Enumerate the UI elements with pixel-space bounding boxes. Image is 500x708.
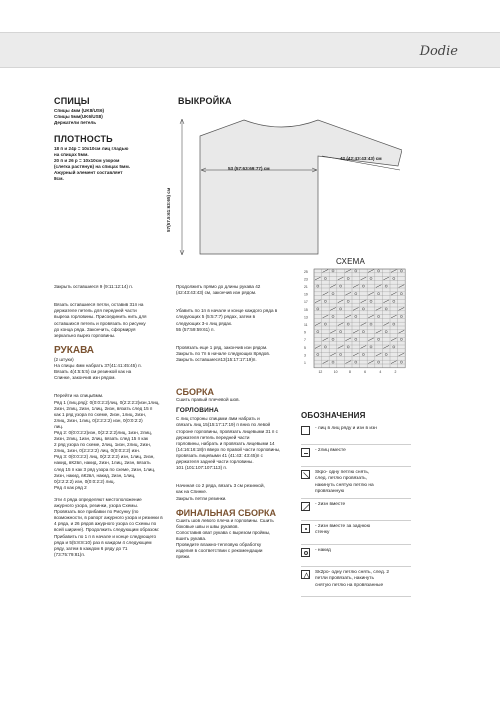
chart-col-number: 8 (348, 369, 351, 374)
legend-text-line: - лиц в лиц ряду и изн в изн (315, 426, 377, 431)
text-line: возможности, в рапорт ажурного узора и резинки в (54, 515, 163, 521)
text-line: Закрыть оставшиеся13(15:17:17:19)п. (176, 357, 257, 363)
final-assembly-text (176, 518, 298, 561)
density-section (54, 134, 174, 183)
text-line: Вязать 4(4:5:5:5) см резинкой как на (54, 369, 132, 375)
text-line: Ряд 4 как ряд 2 (54, 484, 87, 490)
spokes-line: Держатели петель (54, 120, 97, 126)
text-line: выреза горловины. Присоединить нить для (54, 314, 147, 320)
text-line: ряда и 5(5:8:8:10) раз в каждом 4 следующем (54, 539, 152, 545)
chart-row-number: 15 (304, 307, 308, 312)
neck-title: ГОРЛОВИНА (176, 407, 219, 415)
text-line: Сшить шов левого плеча и горловины. Сшить (176, 517, 274, 523)
text-line: Провязать все прибавки по Рисунку (по (54, 509, 139, 515)
chart-col-number: 12 (318, 369, 323, 374)
text-line: Перейти на спицы5мм. (54, 393, 104, 399)
text-line: (73:75:79:81)п. (54, 551, 86, 557)
text-line: Ряд 2: 0(0:0:2:2)изн, 0(2:2:2:2)лиц, 1изн, 2лиц, (54, 429, 153, 435)
column-2 (176, 284, 298, 560)
legend-text (315, 570, 411, 589)
legend-symbol-dot-icon (301, 524, 310, 533)
text-line: 0(2:2:2:2) изн, 0(0:0:2:2) лиц. (54, 478, 115, 484)
text-line: Вязать оставшиеся петли, оставив 31п на (54, 302, 144, 308)
legend-divider (301, 444, 411, 445)
col2-text-a (176, 284, 298, 363)
assembly-title: СБОРКА (176, 387, 214, 398)
density-line: (слегка растянув) на спицах 5мм. (54, 164, 130, 170)
pattern-cut-title: ВЫКРОЙКА (178, 96, 232, 106)
chart-row-number: 3 (304, 353, 306, 358)
text-line: след 15 п как 3 ряд узора по схеме, 2изн, 1лиц, (54, 466, 156, 472)
text-line: Провязать еще 1 ряд, закончив изн рядом. (176, 344, 268, 350)
text-line: 2лиц, 2изн, 1лиц, 0(2:2:2:2) изн, 0(0:0:2:2) (54, 417, 143, 423)
legend-item (301, 426, 411, 448)
legend-text-line: - 2изн вместе (315, 502, 346, 507)
final-assembly-title: ФИНАЛЬНАЯ СБОРКА (176, 507, 276, 518)
chart-row-number: 17 (304, 300, 308, 305)
brand-title: Dodie (419, 44, 458, 59)
text-line: ажурного узора, резинки, узора Схемы. (54, 503, 139, 509)
legend-text-line: след. петлю провязать, (315, 476, 367, 482)
text-line: держателя задней части горловины. (176, 458, 254, 464)
chart-row-number: 13 (304, 315, 308, 320)
legend-text (315, 470, 411, 495)
knitting-chart (302, 267, 414, 387)
text-line: накид, вК2вл, накид, 2изн, 1лиц, 2изн, вязать (54, 460, 151, 466)
chart-row-number: 21 (304, 285, 308, 289)
text-line: 2 ряд узора по схеме, 2лиц, 1изн, 2лиц, 2изн, (54, 442, 152, 448)
text-line: боковые швы и швы рукавов. (176, 523, 239, 529)
text-line: На спицы 4мм набрать 37(41:41:45:45) п. (54, 362, 142, 368)
text-line: держателя петель передней части (176, 434, 250, 440)
text-line: зеркально вырез горловины. (54, 332, 116, 338)
text-line: Эти 4 ряда определяют местоположение (54, 497, 142, 502)
chart-col-number: 6 (364, 369, 367, 374)
text-line: Сопоставив оват рукава с вырезом проймы, (176, 529, 271, 535)
assembly-intro: Сшить правый плечевой шов. (176, 397, 240, 403)
legend-symbol-dash-icon (301, 448, 310, 457)
text-line: всей ширине). Продолжить следующим образом: (54, 527, 160, 533)
legend-symbol-triangle-icon (301, 570, 310, 579)
spokes-section (54, 96, 174, 126)
legend-text-line: Skpo- одну петлю снять, (315, 470, 370, 475)
text-line: Прибавить по 1 п в начале и конце следующего (54, 533, 157, 539)
density-line: 20 п и 26 р = 10х10см узором (54, 158, 120, 164)
chart-row-number: 25 (304, 269, 308, 274)
column-1 (54, 284, 172, 558)
spokes-list (54, 108, 174, 126)
text-line: как на Спинке. (176, 489, 208, 495)
height-label: 57(57.5:61:63:65) см (166, 187, 171, 232)
text-line: 2изн, накид, вК2вл, накид, 2изн, 1лиц, (54, 472, 136, 478)
density-line: 18 п и 24р = 10х10см лиц гладью (54, 146, 129, 151)
text-line: 2изн, 2лиц, 1изн, 2лиц, вязать след 15 п как (54, 436, 149, 442)
legend-text-line: - накид (315, 548, 331, 553)
text-line: Закрыть петли резинки. (176, 495, 227, 501)
legend-text-line: провязанную (315, 488, 345, 494)
text-line: изделия в соответствии с рекомендации (176, 548, 263, 554)
chart-row-number: 1 (304, 361, 306, 365)
col1-text-b (54, 357, 172, 558)
legend-text-line: - 2лиц вместе (315, 448, 346, 453)
chart-title: СХЕМА (336, 257, 365, 266)
legend-symbol-blank-icon (301, 426, 310, 435)
legend-text-line: петли провязать, накинуть (315, 576, 374, 582)
text-line: Продолжить прямо до длины рукава 42 (176, 284, 261, 289)
text-line: 101 (101:107:107:113) п. (176, 465, 228, 471)
text-line: как 1 ряд узора по схеме, 2изн, 1лиц, 2изн, (54, 411, 147, 417)
density-line: 8см. (54, 176, 64, 182)
legend-title: ОБОЗНАЧЕНИЯ (301, 411, 366, 420)
legend-divider (301, 566, 411, 567)
legend-text-line: Sk2po- одну петлю снять, след. 2 (315, 570, 390, 575)
legend-divider (301, 596, 411, 597)
legend-item (301, 502, 411, 524)
legend-symbol-slash-icon (301, 502, 310, 511)
text-line: провязать лицевыми 41 (41:43: 43:45)п с (176, 452, 263, 458)
legend-text-line: накинуть снятую петлю на (315, 482, 374, 488)
chart-row-number: 5 (304, 345, 306, 350)
spokes-title: СПИЦЫ (54, 96, 90, 106)
text-line: Закрыть оставшиеся 9 (9:11:12:14) п. (54, 284, 134, 289)
text-line: 4 ряда, и 26 рядов ажурного узора со Схемы по (54, 521, 157, 527)
col1-text-a (54, 284, 172, 339)
neck-text (176, 416, 298, 501)
legend-divider (301, 466, 411, 467)
text-line: Проведите влажно-тепловую обработку (176, 542, 262, 547)
sweater-schematic (172, 104, 402, 264)
text-line: (14:16:16:18)п вверх по правой части горловины, (176, 446, 281, 452)
text-line: вшить рукава. (176, 535, 207, 541)
spokes-line: Спицы 5мм(UK6/US8) (54, 114, 103, 120)
spokes-line: Спицы 4мм (UK8/US6) (54, 108, 105, 113)
text-line: Начиная со 2 ряда, вязать 3 см резинкой, (176, 483, 265, 489)
sleeves-title: РУКАВА (54, 344, 95, 356)
text-line: стороне горловины, провязать лицевыми 31 п с (176, 428, 278, 434)
density-list (54, 146, 174, 183)
chart-row-number: 7 (304, 338, 306, 343)
text-line: (2 штуки) (54, 356, 74, 362)
text-line: 2лиц, 1изн, 0(2:2:2:2) лиц, 0(0:0:2:2) изн. (54, 448, 141, 454)
text-line: 2изн, 2лиц, 2изн, 1лиц, 2изн, вязать след 15 п (54, 405, 153, 411)
text-line: связать лиц 15(15:17:17:19) п вниз по левой (176, 422, 271, 428)
text-line: оставшихся петель и провязать по рисунку (54, 320, 146, 326)
chart-row-number: 19 (304, 292, 308, 297)
text-line: Спинке, закончив изн рядом. (54, 375, 116, 381)
legend-text (315, 426, 411, 432)
legend-text (315, 448, 411, 454)
legend-text-line: - 2изн вместе за заднюю (315, 524, 371, 529)
chart-col-number: 10 (333, 369, 338, 374)
legend-symbol-backslash-icon (301, 470, 310, 479)
legend-text (315, 502, 411, 508)
sleeve-length-label: 42 (42:43:43:43) см (340, 156, 382, 161)
text-line: горловины, набрать и провязать лицевыми 14 (176, 440, 275, 446)
legend-text (315, 524, 411, 537)
text-line: С лиц стороны спицами 4мм набрать и (176, 416, 260, 422)
text-line: до конца ряда. Закончить, сформируя (54, 326, 136, 332)
text-line: пряжи. (176, 554, 191, 560)
chart-row-number: 9 (304, 330, 306, 335)
density-line: Ажурный элемент составляет (54, 170, 123, 176)
chart-row-number: 23 (304, 277, 308, 282)
text-line: Закрыть по 7п в начале следующих 8рядов. (176, 351, 271, 357)
text-line: следующих 5 (5:5:7:7) рядах, затем в (176, 314, 256, 320)
legend-text (315, 548, 411, 554)
text-line: Ряд 3: 0(0:0:2:2) лиц, 0(2:2:2:2) изн, 1лиц, 2изн, (54, 454, 155, 460)
legend-item (301, 548, 411, 570)
legend-symbol-circle-icon (301, 548, 310, 557)
legend-divider (301, 498, 411, 499)
text-line: следующих 3-х лиц рядах. (176, 320, 233, 326)
text-line: 55 (57:59:59:61) п. (176, 326, 215, 332)
chest-width-label: 53 (57:63:69:77) см (228, 166, 270, 171)
text-line: Ряд 1 (лиц.ряд): 0(0:0:2:2)лиц, 0(2:2:2:2)изн,1лиц, (54, 399, 160, 405)
legend-text-line: снятую петлю на провязанные (315, 582, 384, 588)
text-line: Убавить по 1п в начале и конце каждого ряда в (176, 308, 278, 314)
chart-col-number: 4 (379, 369, 382, 374)
legend-text-line: стенку (315, 530, 330, 536)
legend-item (301, 448, 411, 470)
text-line: (42:43:43:43) см, закончив изн рядом. (176, 290, 257, 296)
legend-divider (301, 544, 411, 545)
text-line: ряду, затем в каждом 6 ряду до 71 (54, 545, 128, 551)
density-title: ПЛОТНОСТЬ (54, 134, 113, 144)
text-line: лиц. (54, 423, 64, 429)
chart-row-number: 11 (304, 323, 308, 327)
text-line: держателе петель для передней части (54, 308, 137, 314)
chart-col-number: 2 (394, 369, 397, 374)
density-line: на спицах 5мм. (54, 152, 89, 158)
legend-divider (301, 520, 411, 521)
